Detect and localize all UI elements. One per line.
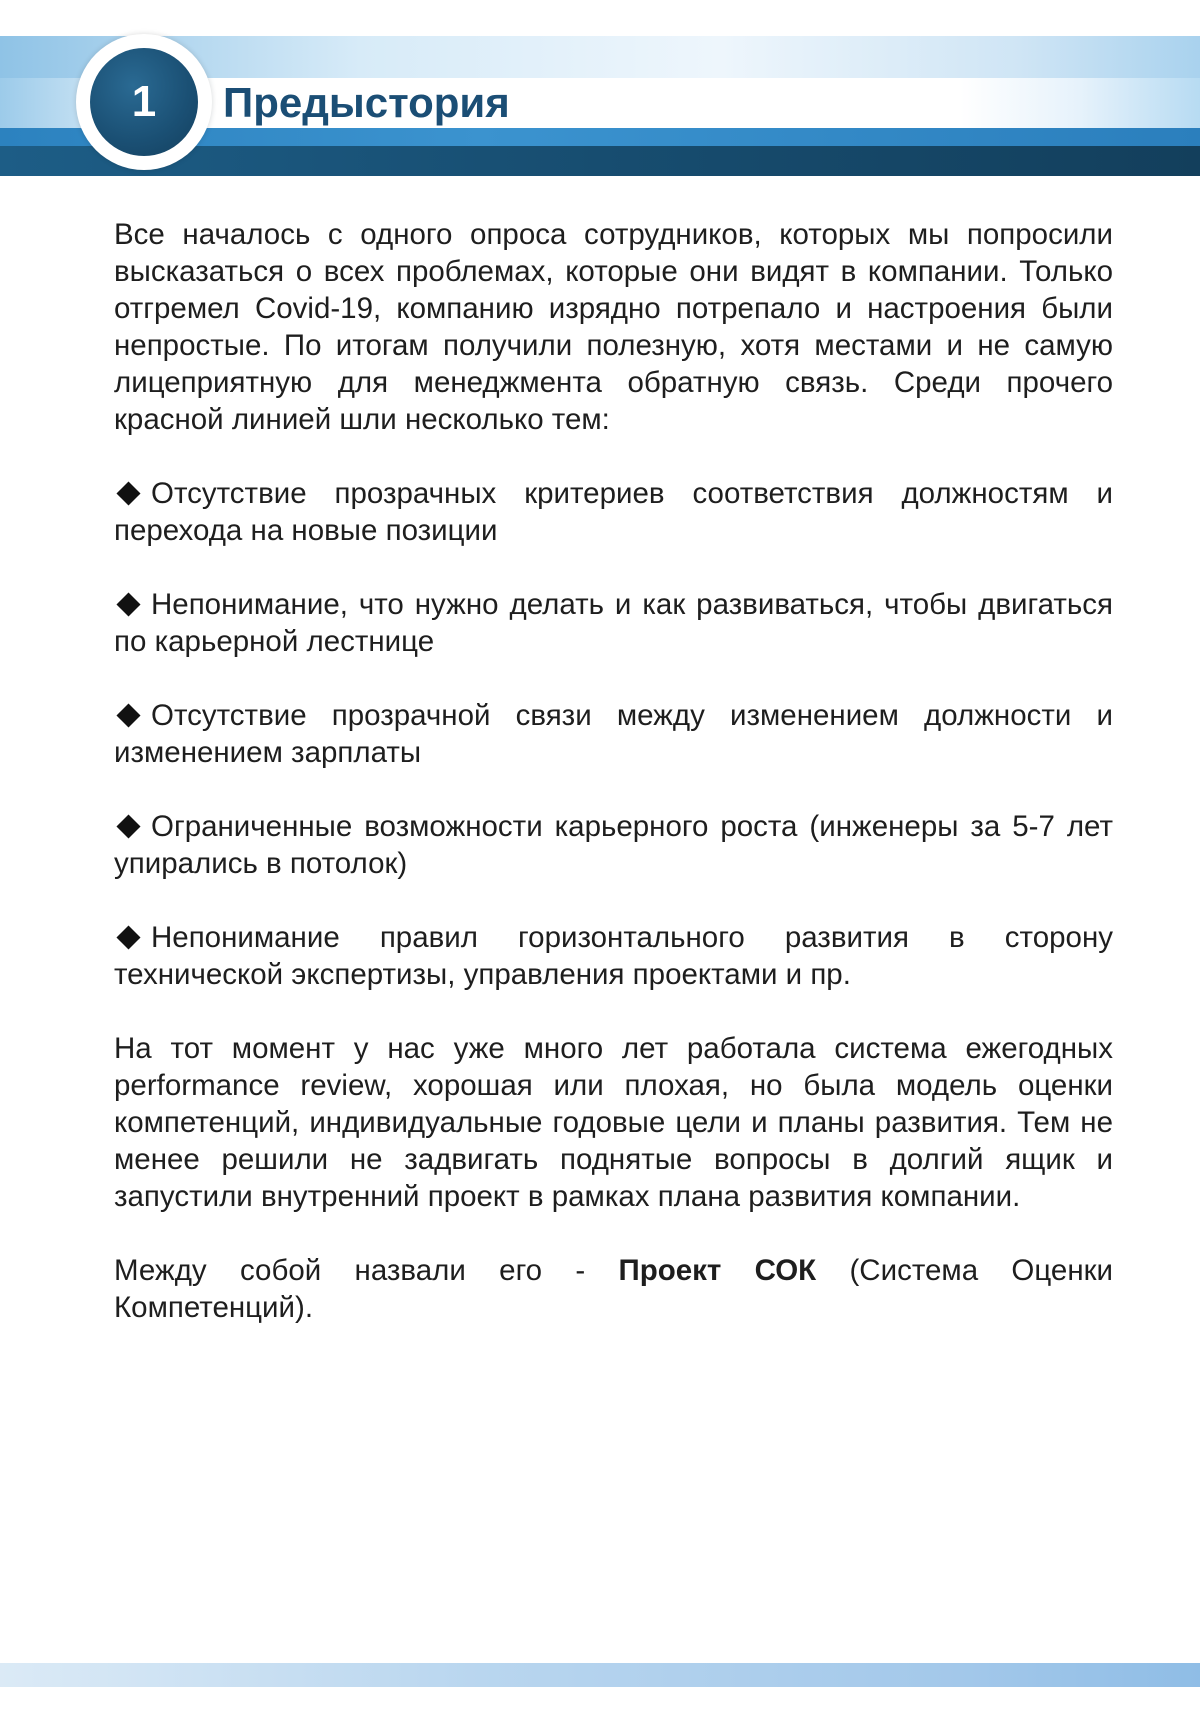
list-item-text: Отсутствие прозрачной связи между изменением должности и изменением зарплаты [114, 699, 1113, 769]
list-item [114, 697, 1113, 771]
list-item [114, 919, 1113, 993]
list-item [114, 475, 1113, 549]
diamond-bullet-icon [116, 925, 140, 949]
closing-prefix: Между собой назвали его - [114, 1254, 619, 1287]
context-paragraph: На тот момент у нас уже много лет работала система ежегодных performance review, хорошая или плохая, но была модель оценки компетенций, индивидуальные годовые цели и планы развития. Тем не менее решили не задвигать поднятые вопросы в долгий ящик и запустили внутренний проект в рамках плана развития компании. [114, 1032, 1113, 1213]
project-name: Проект СОК [618, 1254, 817, 1287]
list-item-text: Ограниченные возможности карьерного роста (инженеры за 5-7 лет упирались в потолок) [114, 810, 1113, 880]
diamond-bullet-icon [116, 481, 140, 505]
section-number-badge: 1 [90, 48, 198, 156]
document-body [114, 216, 1113, 1363]
section-header-banner [0, 0, 1200, 190]
diamond-bullet-icon [116, 703, 140, 727]
list-item-text: Непонимание, что нужно делать и как развиваться, чтобы двигаться по карьерной лестнице [114, 588, 1113, 658]
diamond-bullet-icon [116, 592, 140, 616]
list-item-text: Отсутствие прозрачных критериев соответствия должностям и перехода на новые позиции [114, 477, 1113, 547]
diamond-bullet-icon [116, 814, 140, 838]
list-item [114, 586, 1113, 660]
closing-suffix: (Система Оценки Компетенций). [114, 1254, 1113, 1324]
footer-stripe [0, 1663, 1200, 1687]
section-title: Предыстория [223, 79, 510, 126]
closing-paragraph [114, 1252, 1113, 1326]
intro-paragraph: Все началось с одного опроса сотрудников, которых мы попросили высказаться о всех проблемах, которые они видят в компании. Только отгремел Covid-19, компанию изрядно потрепало и настроения были непростые. По итогам получили полезную, хотя местами и не самую лицеприятную для менеджмента обратную связь. Среди прочего красной линией шли несколько тем: [114, 218, 1113, 436]
list-item [114, 808, 1113, 882]
list-item-text: Непонимание правил горизонтального развития в сторону технической экспертизы, управления проектами и пр. [114, 921, 1113, 991]
